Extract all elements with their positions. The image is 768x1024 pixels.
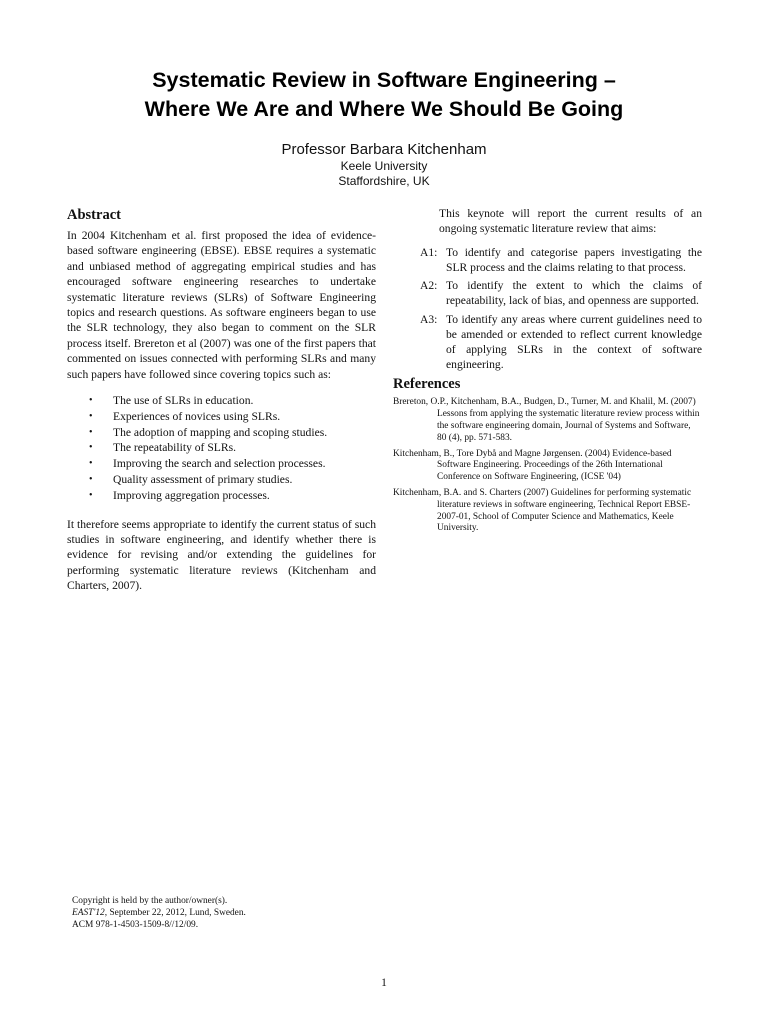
right-column (393, 206, 702, 535)
bullet-icon: • (89, 426, 93, 438)
page-number: 1 (381, 977, 387, 989)
author-name: Professor Barbara Kitchenham (281, 141, 487, 158)
reference-item: Kitchenham, B., Tore Dybå and Magne Jørgensen. (2004) Evidence-based Software Engineering. Proceedings of the 26th International Conference on Software Engineering, (ICSE '04) (393, 448, 672, 483)
bullet-icon: • (89, 410, 93, 422)
bullet-icon: • (89, 489, 93, 501)
paper-title (0, 66, 768, 124)
reference-item: Kitchenham, B.A. and S. Charters (2007) Guidelines for performing systematic literature reviews in software engineering, Technical Report EBSE-2007-01, School of Computer Science and Mathematics, Keele University. (393, 488, 692, 534)
aim-label: A1: (420, 245, 438, 259)
list-item (67, 425, 376, 441)
list-item-text: Experiences of novices using SLRs. (113, 409, 281, 423)
bullet-icon: • (89, 395, 93, 407)
author-location: Staffordshire, UK (338, 174, 430, 188)
list-item (67, 393, 376, 409)
list-item (67, 409, 376, 425)
aim-label: A2: (420, 279, 438, 293)
aim-text: To identify any areas where current guidelines need to be amended or extended to reflect current knowledge of applying SLRs in the context of software engineering. (446, 312, 702, 372)
copyright-line-2 (72, 908, 372, 920)
aim-text: To identify and categorise papers investigating the SLR process and the claims relating to that process. (446, 245, 702, 275)
bullet-icon: • (89, 458, 93, 470)
list-item (67, 472, 376, 488)
aim-label: A3: (420, 312, 438, 326)
venue-details: , September 22, 2012, Lund, Sweden. (104, 907, 246, 918)
list-item (67, 440, 376, 456)
list-item-text: Quality assessment of primary studies. (113, 473, 293, 487)
list-item-text: The repeatability of SLRs. (113, 441, 236, 455)
author-block (0, 140, 768, 189)
references-heading: References (393, 376, 461, 393)
list-item-text: The adoption of mapping and scoping studies. (113, 425, 328, 439)
aim-item (393, 312, 702, 373)
title-line-2: Where We Are and Where We Should Be Going (144, 97, 624, 121)
title-line-1: Systematic Review in Software Engineering – (152, 68, 616, 92)
list-item (67, 488, 376, 504)
aim-item (393, 278, 702, 308)
bullet-icon: • (89, 442, 93, 454)
topics-list (67, 393, 376, 504)
copyright-line-1: Copyright is held by the author/owner(s). (72, 896, 228, 906)
aims-list (393, 245, 702, 373)
keynote-intro: This keynote will report the current results of an ongoing systematic literature review that aims: (439, 207, 702, 236)
left-column (67, 206, 376, 594)
bullet-icon: • (89, 474, 93, 486)
reference-item: Brereton, O.P., Kitchenham, B.A., Budgen, D., Turner, M. and Khalil, M. (2007) Lessons from applying the systematic literature review process within the software engineering domain, Journal of Systems and Software, 80 (4), pp. 571-583. (393, 397, 700, 443)
abstract-paragraph-1: In 2004 Kitchenham et al. first proposed the idea of evidence-based software engineering (EBSE). EBSE requires a systematic and unbiased method of aggregating empirical studies and has encouraged software engineering researches to undertake systematic literature reviews (SLRs) of Software Engineering topics and research questions. As software engineers began to use the SLR technology, they also began to comment on the SLR process itself. Brereton et al (2007) was one of the first papers that commented on issues connected with performing SLRs and many such papers have followed since covering topics such as: (67, 229, 376, 381)
list-item-text: The use of SLRs in education. (113, 394, 254, 408)
author-institution: Keele University (340, 159, 428, 173)
abstract-paragraph-2: It therefore seems appropriate to identify the current status of such studies in software engineering, and identify whether there is evidence for revising and/or extending the guidelines for performing systematic literature reviews (Kitchenham and Charters, 2007). (67, 517, 376, 593)
abstract-heading: Abstract (67, 207, 121, 223)
copyright-notice (72, 896, 372, 931)
venue-name: EAST'12 (72, 907, 105, 918)
list-item-text: Improving the search and selection processes. (113, 457, 326, 471)
aim-item (393, 245, 702, 275)
list-item (67, 456, 376, 472)
aim-text: To identify the extent to which the claims of repeatability, lack of bias, and openness are supported. (446, 279, 702, 308)
copyright-line-3: ACM 978-1-4503-1509-8//12/09. (72, 919, 199, 930)
list-item-text: Improving aggregation processes. (113, 488, 270, 502)
